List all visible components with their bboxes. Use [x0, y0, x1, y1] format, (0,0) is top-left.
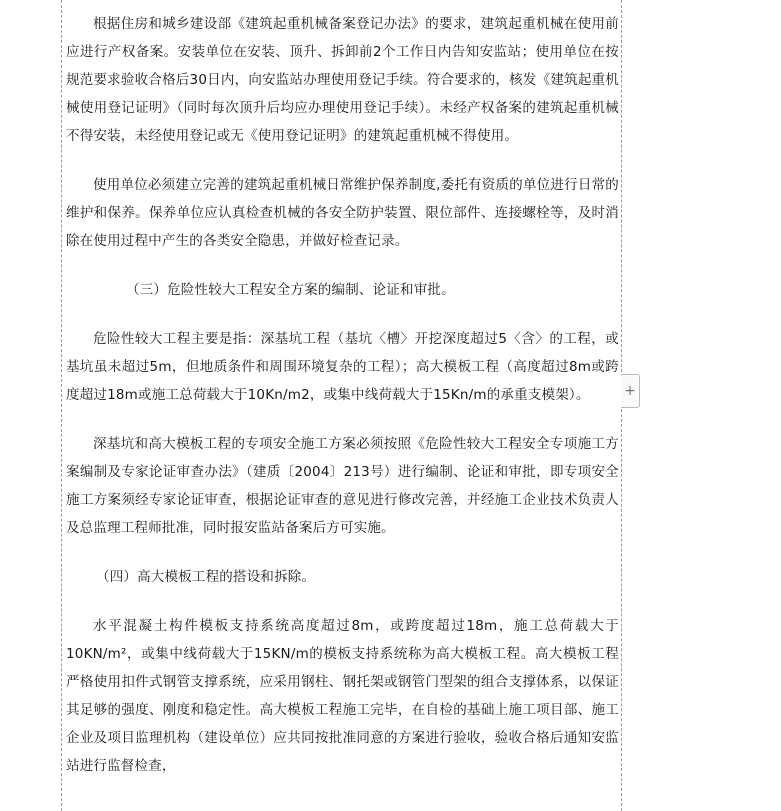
document-body[interactable]: [66, 10, 619, 801]
paragraph-formwork-support: 水平混凝土构件模板支持系统高度超过8m，或跨度超过18m，施工总荷载大于10KN/m²，或集中线荷载大于15KN/m的模板支持系统称为高大模板工程。高大模板工程严格使用扣件式钢管支撑系统，应采用钢柱、钢托架或钢管门型架的组合支撑体系，以保证其足够的强度、刚度和稳定性。高大模板工程施工完毕，在自检的基础上施工项目部、施工企业及项目监理机构（建设单位）应共同按批准同意的方案进行验收，验收合格后通知安监站进行监督检查，: [66, 618, 619, 774]
section-heading-3: （三）危险性较大工程安全方案的编制、论证和审批。: [126, 282, 455, 298]
paragraph-special-plan: 深基坑和高大模板工程的专项安全施工方案必须按照《危险性较大工程安全专项施工方案编制及专家论证审查办法》（建质〔2004〕213号）进行编制、论证和审批，即专项安全施工方案须经专家论证审查，根据论证审查的意见进行修改完善，并经施工企业技术负责人及总监理工程师批准，同时报安监站备案后方可实施。: [66, 436, 619, 536]
page-margin-left-guide: [61, 0, 62, 811]
paragraph-hazardous-definition: 危险性较大工程主要是指：深基坑工程（基坑〈槽〉开挖深度超过5〈含〉的工程，或基坑虽未超过5m，但地质条件和周围环境复杂的工程）；高大模板工程（高度超过8m或跨度超过18m或施工总荷载大于10Kn/m2，或集中线荷载大于15Kn/m的承重支模架）。: [66, 331, 619, 403]
add-block-button[interactable]: [621, 374, 640, 408]
section-heading-4: （四）高大模板工程的搭设和拆除。: [96, 569, 316, 585]
plus-icon: +: [624, 383, 636, 399]
paragraph-crane-maintenance: 使用单位必须建立完善的建筑起重机械日常维护保养制度,委托有资质的单位进行日常的维护和保养。保养单位应认真检查机械的各安全防护装置、限位部件、连接螺栓等，及时消除在使用过程中产生的各类安全隐患，并做好检查记录。: [66, 177, 619, 249]
paragraph-crane-registration: 根据住房和城乡建设部《建筑起重机械备案登记办法》的要求，建筑起重机械在使用前应进行产权备案。安装单位在安装、顶升、拆卸前2个工作日内告知安监站；使用单位在按规范要求验收合格后30日内，向安监站办理使用登记手续。符合要求的，核发《建筑起重机械使用登记证明》（同时每次顶升后均应办理使用登记手续）。未经产权备案的建筑起重机械不得安装，未经使用登记或无《使用登记证明》的建筑起重机械不得使用。: [66, 16, 619, 144]
